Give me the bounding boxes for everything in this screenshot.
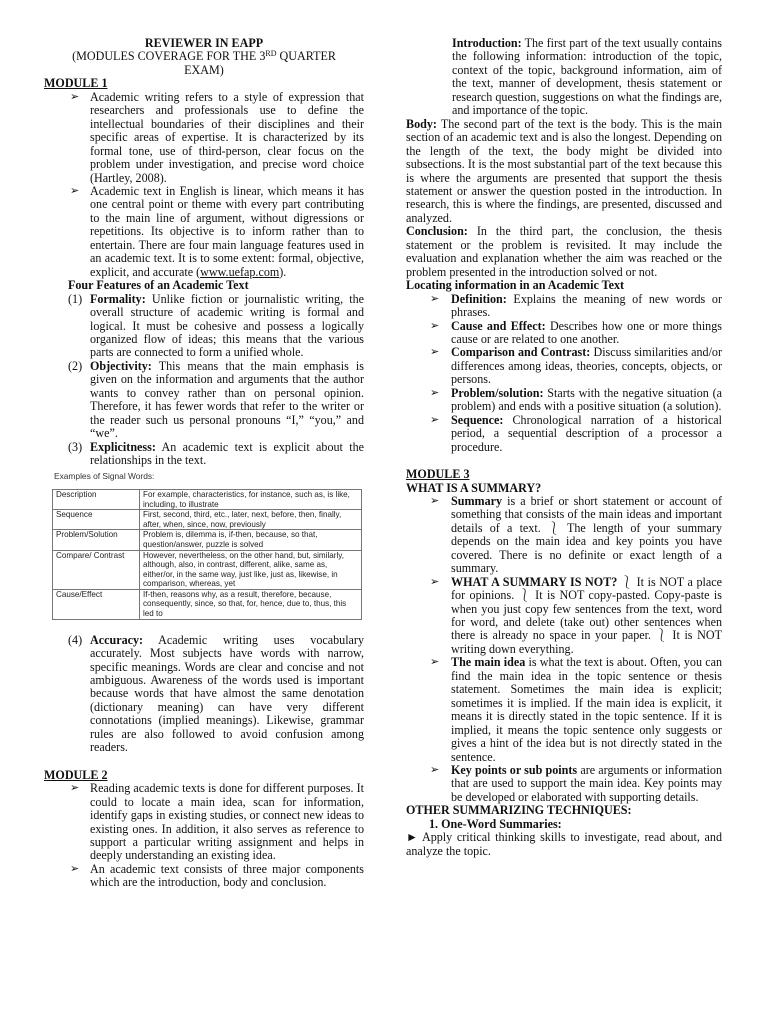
table-cell: First, second, third, etc., later, next, before, then, finally, after, when, since, now, previously: [140, 510, 362, 530]
list-item: ➢ The main idea is what the text is about. Often, you can find the main idea in the topic sentence or thesis statement. Sometimes the main idea is explicit; sometimes it is implied. If the main idea is explicit, it means it is directly stated in the topic sentence. If it is implied, it means the topic sentence only suggests or gives a hint of the idea but is not directly stated in the sentence.: [430, 655, 723, 764]
list-item: ➢ Key points or sub points are arguments or information that are used to support the main idea. Key points may be developed or elaborated with supporting details.: [430, 763, 722, 804]
arrow-bullet-icon: ➢: [430, 386, 440, 399]
uefap-link[interactable]: www.uefap.com: [200, 264, 280, 279]
list-item: ➢ Definition: Explains the meaning of new words or phrases.: [430, 291, 722, 320]
module-3-heading: MODULE 3: [406, 467, 470, 482]
arrow-bullet-icon: ➢: [430, 656, 440, 669]
arrow-bullet-icon: ➢: [70, 862, 80, 875]
table-row: [53, 489, 362, 509]
table-cell: Description: [53, 489, 140, 509]
feature-item: (1) Formality: Unlike fiction or journalistic writing, the overall structure of academic writing is formal and logical. It must be cohesive and possess a logically organized flow of ideas; this means that the various parts are connected to form a unified whole.: [68, 291, 364, 360]
table-cell: Problem is, dilemma is, if-then, because, so that, question/answer, puzzle is solved: [140, 530, 362, 550]
arrow-bullet-icon: ➢: [430, 413, 440, 426]
module-1-heading: MODULE 1: [44, 76, 108, 91]
locating-heading: Locating information in an Academic Text: [406, 278, 625, 293]
list-item: ➢ Comparison and Contrast: Discuss similarities and/or differences among ideas, theories, concepts, objects, or persons.: [430, 345, 723, 387]
summary-question-heading: WHAT IS A SUMMARY?: [406, 480, 542, 495]
list-item: ➢ Academic text in English is linear, which means it has one central point or theme with every part contributing to the main line of argument, without digressions or repetitions. Its objective is to inform rather than to entertain. There are four main language features used in an academic text. It is to some extent: formal, objective, explicit, and accurate (www.uefap.com).: [70, 183, 364, 279]
table-row: [53, 510, 362, 530]
left-column: [44, 37, 364, 890]
page-subtitle: (MODULES COVERAGE FOR THE 3RD QUARTER: [72, 49, 336, 64]
table-cell: However, nevertheless, on the other hand, but, similarly, although, also, in contrast, different, alike, same as, either/or, in the same way, just like, just as, likewise, in comparison, whereas, yet: [140, 550, 362, 589]
right-column: [406, 37, 722, 858]
module-2-heading: MODULE 2: [44, 767, 108, 782]
features-heading: Four Features of an Academic Text: [68, 278, 249, 293]
arrow-bullet-icon: ➢: [430, 575, 440, 588]
table-cell: For example, characteristics, for instance, such as, is like, including, to illustrate: [140, 489, 362, 509]
feature-item: (2) Objectivity: This means that the main emphasis is given on the information and arguments that the author wants to convey rather than on personal opinion. Therefore, it has fewer words that refer to the writer or the reader such us personal pronouns “I,” “you,” and “we”.: [68, 358, 364, 441]
table-cell: Cause/Effect: [53, 589, 140, 619]
list-item: ➢ Sequence: Chronological narration of a historical period, a sequential description of a processor a procedure.: [430, 412, 722, 454]
arrow-bullet-icon: ➢: [430, 292, 440, 305]
table-cell: Compare/ Contrast: [53, 550, 140, 589]
arrow-bullet-icon: ➢: [430, 764, 440, 777]
body-paragraph: Body: The second part of the text is the body. This is the main section of an academic text and is also the longest. Depending on the length of the text, the body might be divided into subsections. It is the most substantial part of the text because this is where the arguments are presented that support the thesis statement or answer the question posted in the introduction. In research, this is where the findings, are presented, discussed and analyzed.: [406, 116, 722, 225]
arrow-bullet-icon: ➢: [430, 346, 440, 359]
signal-words-caption: Examples of Signal Words:: [54, 470, 155, 481]
list-item: ➢ Summary is a brief or short statement or account of something that consists of the main ideas and important details of a text. ⎱ The length of your summary depends on the main idea and key points you have covered. There is no definite or exact length of a summary.: [430, 493, 722, 576]
table-cell: If-then, reasons why, as a result, therefore, because, consequently, since, so that, for, hence, due to, thus, this led to: [140, 589, 362, 619]
list-item: ➢ Academic writing refers to a style of expression that researchers and professionals use to define the intellectual boundaries of their disciplines and their specific areas of expertise. It is characterized by its formal tone, use of third-person, clear focus on the problem under investigation, and precise word choice (Hartley, 2008).: [70, 89, 364, 185]
other-techniques-heading: OTHER SUMMARIZING TECHNIQUES:: [406, 803, 632, 818]
feature-item: (3) Explicitness: An academic text is explicit about the relationships in the text.: [68, 439, 364, 468]
introduction-paragraph: Introduction: The first part of the text usually contains the following information: introduction of the topic, context of the topic, background information, aim of the text, manner of development, thesis statement or research question, suggestions on what the findings are, and importance of the topic.: [452, 36, 722, 118]
page-subtitle-line2: EXAM): [184, 62, 224, 77]
arrow-bullet-icon: ➢: [70, 782, 80, 795]
conclusion-paragraph: Conclusion: In the third part, the conclusion, the thesis statement or the problem is revisited. It may include the evaluation and explanation whether the aim was reached or the problem presented in the introduction solved or not.: [406, 224, 722, 279]
table-row: [53, 550, 362, 589]
arrow-bullet-icon: ➢: [70, 184, 80, 197]
one-word-summaries-heading: 1. One-Word Summaries:: [429, 816, 562, 831]
list-item: ➢ An academic text consists of three major components which are the introduction, body and conclusion.: [70, 861, 364, 890]
apply-critical-thinking-text: ► Apply critical thinking skills to investigate, read about, and analyze the topic.: [406, 830, 722, 858]
signal-words-table: [52, 489, 362, 620]
table-row: [53, 589, 362, 619]
page-title: REVIEWER IN EAPP: [144, 36, 264, 50]
arrow-bullet-icon: ➢: [430, 319, 440, 332]
table-cell: Problem/Solution: [53, 530, 140, 550]
feature-item: (4) Accuracy: Academic writing uses vocabulary accurately. Most subjects have words with narrow, specific meanings. Words are clear and concise and not ambiguous. Awareness of the words used is important because words that have almost the same denotation (dictionary meaning) can have very different connotations (implied meanings). Likewise, grammar rules are also followed to avoid confusion among readers.: [68, 632, 364, 755]
list-item: ➢ WHAT A SUMMARY IS NOT? ⎱ It is NOT a place for opinions. ⎱ It is NOT copy-pasted. Copy-paste is when you just copy few sentences from the text, word for word, and delete (take out) other sentences when there is already no space in your paper. ⎱ It is NOT writing down everything.: [430, 574, 723, 656]
table-cell: Sequence: [53, 510, 140, 530]
list-item: ➢ Cause and Effect: Describes how one or more things cause or are related to one another.: [430, 318, 722, 346]
arrow-bullet-icon: ➢: [70, 90, 80, 103]
list-item: ➢ Problem/solution: Starts with the negative situation (a problem) and ends with a positive situation (a solution).: [430, 385, 722, 414]
table-row: [53, 530, 362, 550]
list-item: ➢ Reading academic texts is done for different purposes. It could to locate a main idea, scan for information, identify gaps in existing studies, or connect new ideas to existing ones. In addition, it also serves as reference to support a particular writing assignment and helps in deeply understanding an existing idea.: [70, 781, 364, 863]
arrow-bullet-icon: ➢: [430, 494, 440, 507]
